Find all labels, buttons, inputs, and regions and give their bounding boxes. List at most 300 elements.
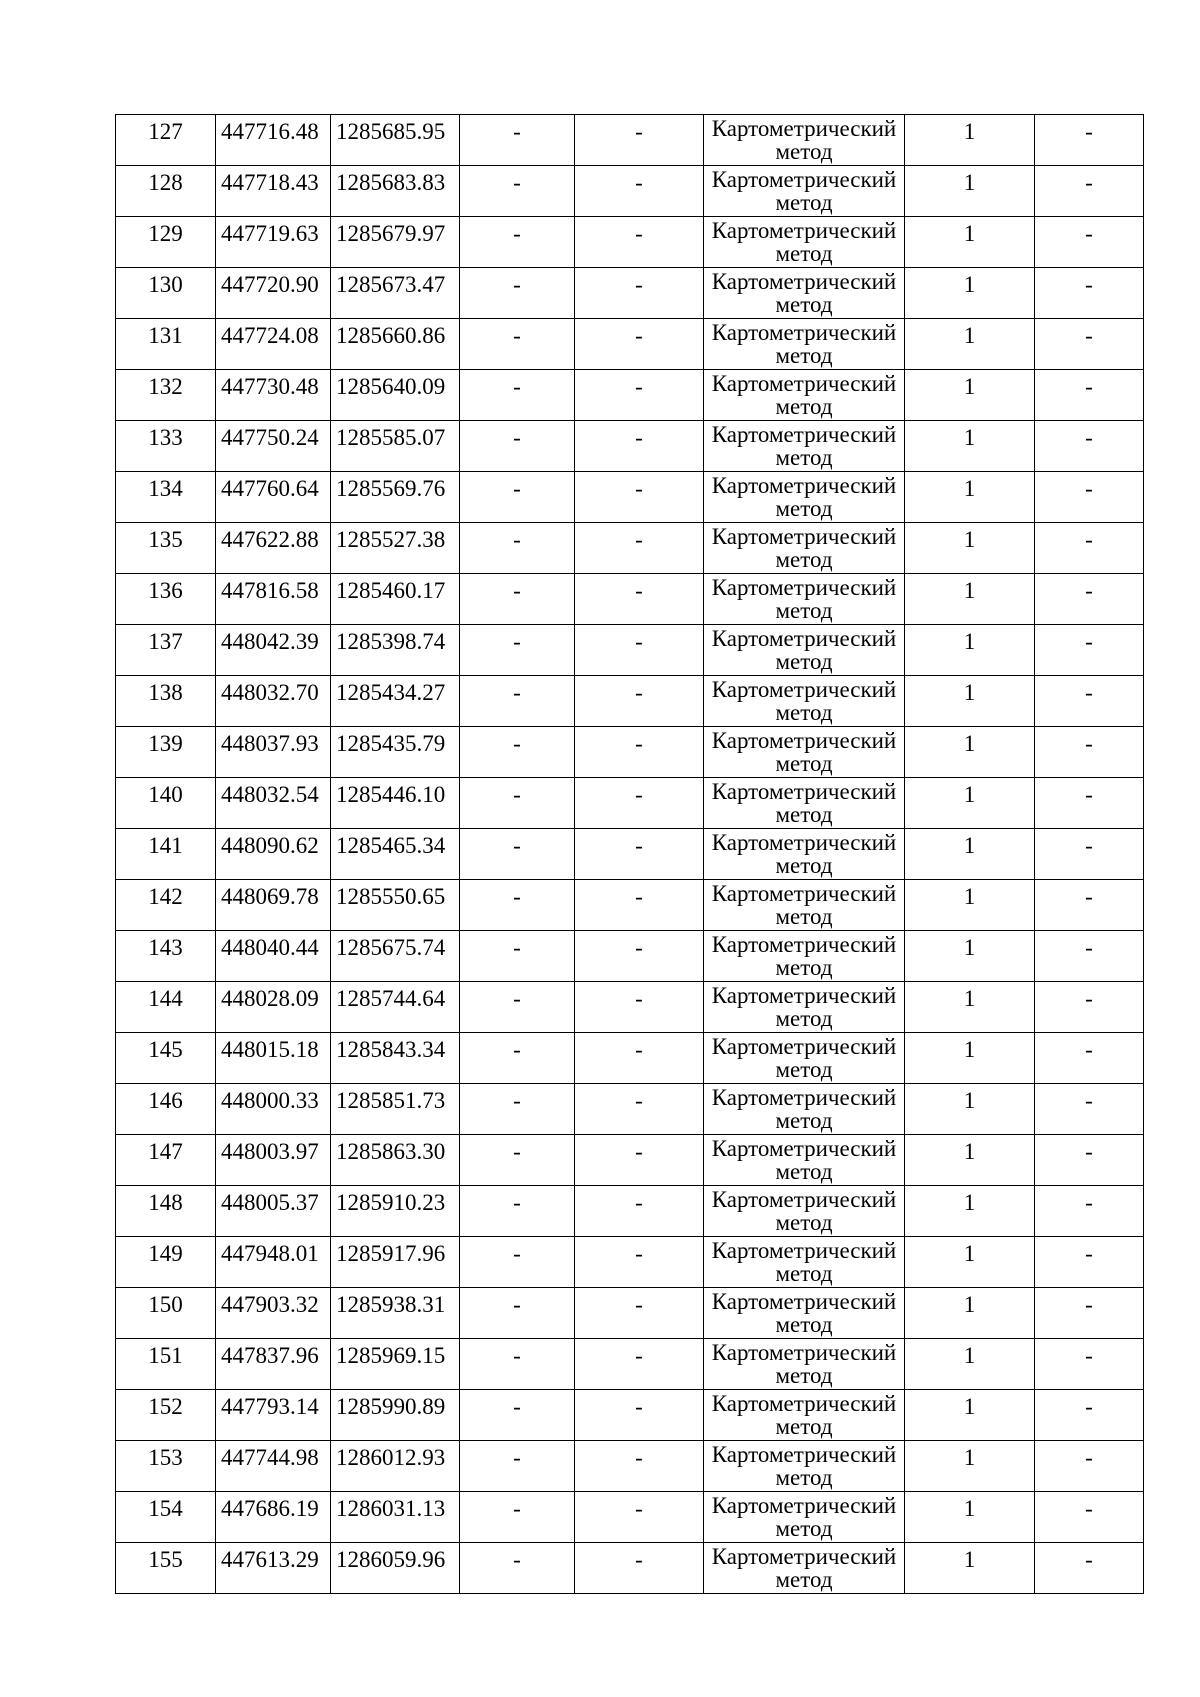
method-cell xyxy=(704,115,905,166)
cell-text: 1 xyxy=(963,374,976,399)
method-cell xyxy=(704,421,905,472)
cell-text: - xyxy=(1085,782,1093,807)
dx-cell xyxy=(460,115,575,166)
method-line-2: метод xyxy=(775,292,833,317)
cell-text: - xyxy=(513,374,521,399)
cell-text: 146 xyxy=(148,1088,183,1113)
cell-text: 448069.78 xyxy=(221,884,319,909)
method-line-2: метод xyxy=(775,496,833,521)
note-cell xyxy=(1035,523,1144,574)
cell-text: 448090.62 xyxy=(221,833,319,858)
note-cell xyxy=(1035,1390,1144,1441)
cell-text: 1285527.38 xyxy=(336,527,446,552)
cell-text: - xyxy=(635,527,643,552)
method-line-1: Картометрический xyxy=(711,1085,897,1110)
method-text xyxy=(705,217,903,266)
x-coordinate-cell xyxy=(216,1288,331,1339)
x-coordinate-cell xyxy=(216,829,331,880)
cell-text: 1 xyxy=(963,425,976,450)
cell-text: 447622.88 xyxy=(221,527,319,552)
cell-text: 1285685.95 xyxy=(336,119,446,144)
cell-text: - xyxy=(1085,272,1093,297)
cell-text: 136 xyxy=(148,578,183,603)
cell-text: 144 xyxy=(148,986,183,1011)
accuracy-cell xyxy=(905,217,1035,268)
cell-text: - xyxy=(1085,1343,1093,1368)
table-row xyxy=(116,1135,1144,1186)
cell-text: 139 xyxy=(148,731,183,756)
cell-text: 1 xyxy=(963,782,976,807)
cell-text: 1 xyxy=(963,323,976,348)
cell-text: - xyxy=(635,1139,643,1164)
dx-cell xyxy=(460,1033,575,1084)
cell-text: 1286031.13 xyxy=(336,1496,446,1521)
y-coordinate-cell xyxy=(331,1186,460,1237)
y-coordinate-cell xyxy=(331,1492,460,1543)
cell-text: - xyxy=(635,1496,643,1521)
method-line-1: Картометрический xyxy=(711,422,897,447)
cell-text: 1 xyxy=(963,1292,976,1317)
method-line-2: метод xyxy=(775,190,833,215)
cell-text: 448015.18 xyxy=(221,1037,319,1062)
cell-text: 143 xyxy=(148,935,183,960)
cell-text: 129 xyxy=(148,221,183,246)
method-line-1: Картометрический xyxy=(711,983,897,1008)
method-text xyxy=(705,1492,903,1541)
cell-text: 448037.93 xyxy=(221,731,319,756)
table-row xyxy=(116,370,1144,421)
dy-cell xyxy=(575,1339,704,1390)
method-text xyxy=(705,829,903,878)
method-cell xyxy=(704,1084,905,1135)
cell-text: 1285465.34 xyxy=(336,833,446,858)
y-coordinate-cell xyxy=(331,880,460,931)
y-coordinate-cell xyxy=(331,268,460,319)
y-coordinate-cell xyxy=(331,319,460,370)
y-coordinate-cell xyxy=(331,115,460,166)
dy-cell xyxy=(575,319,704,370)
method-text xyxy=(705,778,903,827)
cell-text: 1 xyxy=(963,884,976,909)
x-coordinate-cell xyxy=(216,676,331,727)
accuracy-cell xyxy=(905,472,1035,523)
point-number-cell xyxy=(116,370,216,421)
dx-cell xyxy=(460,319,575,370)
cell-text: - xyxy=(635,374,643,399)
point-number-cell xyxy=(116,472,216,523)
y-coordinate-cell xyxy=(331,625,460,676)
method-line-1: Картометрический xyxy=(711,269,897,294)
cell-text: - xyxy=(513,1445,521,1470)
cell-text: - xyxy=(1085,935,1093,960)
cell-text: - xyxy=(1085,374,1093,399)
dx-cell xyxy=(460,1441,575,1492)
x-coordinate-cell xyxy=(216,1543,331,1594)
dy-cell xyxy=(575,166,704,217)
note-cell xyxy=(1035,880,1144,931)
cell-text: - xyxy=(513,170,521,195)
cell-text: 1 xyxy=(963,527,976,552)
cell-text: 145 xyxy=(148,1037,183,1062)
cell-text: 1 xyxy=(963,1037,976,1062)
method-cell xyxy=(704,1339,905,1390)
method-text xyxy=(705,472,903,521)
y-coordinate-cell xyxy=(331,676,460,727)
cell-text: 135 xyxy=(148,527,183,552)
cell-text: 1 xyxy=(963,680,976,705)
cell-text: 447686.19 xyxy=(221,1496,319,1521)
cell-text: - xyxy=(635,986,643,1011)
cell-text: - xyxy=(635,1037,643,1062)
table-row xyxy=(116,727,1144,778)
dy-cell xyxy=(575,1390,704,1441)
accuracy-cell xyxy=(905,1339,1035,1390)
cell-text: 137 xyxy=(148,629,183,654)
method-cell xyxy=(704,676,905,727)
cell-text: - xyxy=(1085,986,1093,1011)
method-text xyxy=(705,115,903,164)
method-line-1: Картометрический xyxy=(711,1391,897,1416)
x-coordinate-cell xyxy=(216,1339,331,1390)
x-coordinate-cell xyxy=(216,574,331,625)
dx-cell xyxy=(460,931,575,982)
point-number-cell xyxy=(116,1543,216,1594)
note-cell xyxy=(1035,931,1144,982)
cell-text: 150 xyxy=(148,1292,183,1317)
cell-text: - xyxy=(513,986,521,1011)
cell-text: 1285640.09 xyxy=(336,374,446,399)
note-cell xyxy=(1035,829,1144,880)
method-cell xyxy=(704,727,905,778)
cell-text: - xyxy=(635,272,643,297)
table-row xyxy=(116,166,1144,217)
point-number-cell xyxy=(116,1237,216,1288)
cell-text: 1286012.93 xyxy=(336,1445,446,1470)
dx-cell xyxy=(460,982,575,1033)
method-line-2: метод xyxy=(775,649,833,674)
cell-text: - xyxy=(1085,1037,1093,1062)
dx-cell xyxy=(460,574,575,625)
cell-text: 1285851.73 xyxy=(336,1088,446,1113)
dx-cell xyxy=(460,217,575,268)
method-line-1: Картометрический xyxy=(711,1340,897,1365)
cell-text: 1 xyxy=(963,119,976,144)
cell-text: 1285969.15 xyxy=(336,1343,446,1368)
accuracy-cell xyxy=(905,1390,1035,1441)
method-line-1: Картометрический xyxy=(711,626,897,651)
cell-text: 1285434.27 xyxy=(336,680,446,705)
table-row xyxy=(116,625,1144,676)
cell-text: - xyxy=(1085,833,1093,858)
note-cell xyxy=(1035,1339,1144,1390)
method-line-1: Картометрический xyxy=(711,830,897,855)
method-line-2: метод xyxy=(775,1414,833,1439)
cell-text: 151 xyxy=(148,1343,183,1368)
cell-text: - xyxy=(513,1292,521,1317)
table-row xyxy=(116,931,1144,982)
method-line-2: метод xyxy=(775,955,833,980)
cell-text: 1 xyxy=(963,731,976,756)
cell-text: 131 xyxy=(148,323,183,348)
method-cell xyxy=(704,1033,905,1084)
method-line-1: Картометрический xyxy=(711,1493,897,1518)
table-row xyxy=(116,778,1144,829)
dx-cell xyxy=(460,778,575,829)
point-number-cell xyxy=(116,421,216,472)
point-number-cell xyxy=(116,268,216,319)
dx-cell xyxy=(460,421,575,472)
cell-text: - xyxy=(513,425,521,450)
method-cell xyxy=(704,472,905,523)
method-cell xyxy=(704,829,905,880)
cell-text: - xyxy=(635,680,643,705)
accuracy-cell xyxy=(905,115,1035,166)
method-line-1: Картометрический xyxy=(711,116,897,141)
accuracy-cell xyxy=(905,931,1035,982)
method-line-2: метод xyxy=(775,1159,833,1184)
dy-cell xyxy=(575,523,704,574)
cell-text: 152 xyxy=(148,1394,183,1419)
y-coordinate-cell xyxy=(331,778,460,829)
x-coordinate-cell xyxy=(216,1390,331,1441)
method-cell xyxy=(704,778,905,829)
cell-text: - xyxy=(1085,1241,1093,1266)
note-cell xyxy=(1035,115,1144,166)
note-cell xyxy=(1035,1033,1144,1084)
dy-cell xyxy=(575,931,704,982)
method-line-2: метод xyxy=(775,802,833,827)
cell-text: - xyxy=(513,476,521,501)
cell-text: - xyxy=(1085,1088,1093,1113)
note-cell xyxy=(1035,472,1144,523)
method-line-1: Картометрический xyxy=(711,677,897,702)
cell-text: 148 xyxy=(148,1190,183,1215)
method-text xyxy=(705,1543,903,1592)
note-cell xyxy=(1035,1492,1144,1543)
x-coordinate-cell xyxy=(216,1135,331,1186)
cell-text: 447793.14 xyxy=(221,1394,319,1419)
cell-text: 1 xyxy=(963,1496,976,1521)
dy-cell xyxy=(575,1288,704,1339)
method-cell xyxy=(704,1543,905,1594)
x-coordinate-cell xyxy=(216,727,331,778)
method-line-2: метод xyxy=(775,241,833,266)
method-line-2: метод xyxy=(775,1465,833,1490)
cell-text: - xyxy=(513,1190,521,1215)
point-number-cell xyxy=(116,1033,216,1084)
point-number-cell xyxy=(116,1084,216,1135)
table-row xyxy=(116,1237,1144,1288)
y-coordinate-cell xyxy=(331,1339,460,1390)
cell-text: - xyxy=(513,629,521,654)
cell-text: - xyxy=(635,1292,643,1317)
table-row xyxy=(116,1186,1144,1237)
method-line-2: метод xyxy=(775,547,833,572)
method-text xyxy=(705,1288,903,1337)
cell-text: - xyxy=(635,221,643,246)
note-cell xyxy=(1035,574,1144,625)
y-coordinate-cell xyxy=(331,1135,460,1186)
accuracy-cell xyxy=(905,1135,1035,1186)
dy-cell xyxy=(575,1492,704,1543)
method-line-1: Картометрический xyxy=(711,1544,897,1569)
y-coordinate-cell xyxy=(331,472,460,523)
cell-text: 448032.54 xyxy=(221,782,319,807)
cell-text: - xyxy=(1085,1445,1093,1470)
method-text xyxy=(705,1237,903,1286)
note-cell xyxy=(1035,1441,1144,1492)
cell-text: 149 xyxy=(148,1241,183,1266)
point-number-cell xyxy=(116,676,216,727)
dy-cell xyxy=(575,982,704,1033)
x-coordinate-cell xyxy=(216,319,331,370)
cell-text: 447720.90 xyxy=(221,272,319,297)
table-row xyxy=(116,1033,1144,1084)
table-row xyxy=(116,1084,1144,1135)
note-cell xyxy=(1035,370,1144,421)
point-number-cell xyxy=(116,829,216,880)
method-line-1: Картометрический xyxy=(711,1187,897,1212)
cell-text: - xyxy=(1085,425,1093,450)
table-body xyxy=(116,115,1144,1594)
cell-text: 1 xyxy=(963,1445,976,1470)
note-cell xyxy=(1035,982,1144,1033)
cell-text: 1285569.76 xyxy=(336,476,446,501)
cell-text: - xyxy=(635,1241,643,1266)
cell-text: 1 xyxy=(963,1241,976,1266)
y-coordinate-cell xyxy=(331,931,460,982)
cell-text: 138 xyxy=(148,680,183,705)
note-cell xyxy=(1035,778,1144,829)
cell-text: - xyxy=(635,833,643,858)
x-coordinate-cell xyxy=(216,880,331,931)
table-row xyxy=(116,268,1144,319)
cell-text: - xyxy=(1085,1394,1093,1419)
accuracy-cell xyxy=(905,574,1035,625)
method-cell xyxy=(704,1390,905,1441)
accuracy-cell xyxy=(905,982,1035,1033)
x-coordinate-cell xyxy=(216,115,331,166)
point-number-cell xyxy=(116,1288,216,1339)
note-cell xyxy=(1035,268,1144,319)
dy-cell xyxy=(575,676,704,727)
accuracy-cell xyxy=(905,778,1035,829)
cell-text: - xyxy=(1085,629,1093,654)
accuracy-cell xyxy=(905,727,1035,778)
cell-text: 447716.48 xyxy=(221,119,319,144)
dy-cell xyxy=(575,1441,704,1492)
dx-cell xyxy=(460,1390,575,1441)
method-text xyxy=(705,1135,903,1184)
method-cell xyxy=(704,1135,905,1186)
cell-text: 155 xyxy=(148,1547,183,1572)
method-cell xyxy=(704,625,905,676)
point-number-cell xyxy=(116,1441,216,1492)
cell-text: - xyxy=(513,1547,521,1572)
method-line-1: Картометрический xyxy=(711,1238,897,1263)
cell-text: 447730.48 xyxy=(221,374,319,399)
note-cell xyxy=(1035,1288,1144,1339)
cell-text: 1285683.83 xyxy=(336,170,446,195)
cell-text: 1 xyxy=(963,1139,976,1164)
point-number-cell xyxy=(116,931,216,982)
method-cell xyxy=(704,370,905,421)
note-cell xyxy=(1035,1543,1144,1594)
dx-cell xyxy=(460,1084,575,1135)
table-row xyxy=(116,1288,1144,1339)
cell-text: 1285990.89 xyxy=(336,1394,446,1419)
note-cell xyxy=(1035,217,1144,268)
dx-cell xyxy=(460,880,575,931)
cell-text: - xyxy=(513,323,521,348)
y-coordinate-cell xyxy=(331,574,460,625)
cell-text: - xyxy=(635,884,643,909)
y-coordinate-cell xyxy=(331,1288,460,1339)
table-row xyxy=(116,217,1144,268)
table-row xyxy=(116,1390,1144,1441)
cell-text: 447837.96 xyxy=(221,1343,319,1368)
point-number-cell xyxy=(116,1135,216,1186)
cell-text: - xyxy=(513,1088,521,1113)
dy-cell xyxy=(575,880,704,931)
cell-text: - xyxy=(1085,527,1093,552)
cell-text: 1 xyxy=(963,476,976,501)
cell-text: 1285446.10 xyxy=(336,782,446,807)
dx-cell xyxy=(460,166,575,217)
cell-text: - xyxy=(635,578,643,603)
point-number-cell xyxy=(116,625,216,676)
method-text xyxy=(705,1339,903,1388)
method-cell xyxy=(704,931,905,982)
method-line-2: метод xyxy=(775,343,833,368)
accuracy-cell xyxy=(905,1288,1035,1339)
method-line-2: метод xyxy=(775,1006,833,1031)
cell-text: - xyxy=(635,1190,643,1215)
table-row xyxy=(116,880,1144,931)
dy-cell xyxy=(575,472,704,523)
cell-text: - xyxy=(635,731,643,756)
method-cell xyxy=(704,1237,905,1288)
cell-text: 1285744.64 xyxy=(336,986,446,1011)
cell-text: - xyxy=(635,1343,643,1368)
method-line-2: метод xyxy=(775,139,833,164)
method-line-2: метод xyxy=(775,598,833,623)
method-cell xyxy=(704,217,905,268)
cell-text: 1 xyxy=(963,833,976,858)
method-line-2: метод xyxy=(775,445,833,470)
note-cell xyxy=(1035,166,1144,217)
x-coordinate-cell xyxy=(216,370,331,421)
cell-text: 1 xyxy=(963,578,976,603)
method-line-1: Картометрический xyxy=(711,524,897,549)
method-line-2: метод xyxy=(775,1108,833,1133)
cell-text: - xyxy=(635,170,643,195)
dx-cell xyxy=(460,676,575,727)
table-row xyxy=(116,1492,1144,1543)
cell-text: 1 xyxy=(963,629,976,654)
cell-text: - xyxy=(513,119,521,144)
cell-text: - xyxy=(1085,1496,1093,1521)
method-line-2: метод xyxy=(775,1210,833,1235)
accuracy-cell xyxy=(905,1492,1035,1543)
dx-cell xyxy=(460,1237,575,1288)
cell-text: 447613.29 xyxy=(221,1547,319,1572)
dx-cell xyxy=(460,829,575,880)
cell-text: - xyxy=(513,272,521,297)
method-line-2: метод xyxy=(775,1363,833,1388)
accuracy-cell xyxy=(905,1237,1035,1288)
point-number-cell xyxy=(116,523,216,574)
